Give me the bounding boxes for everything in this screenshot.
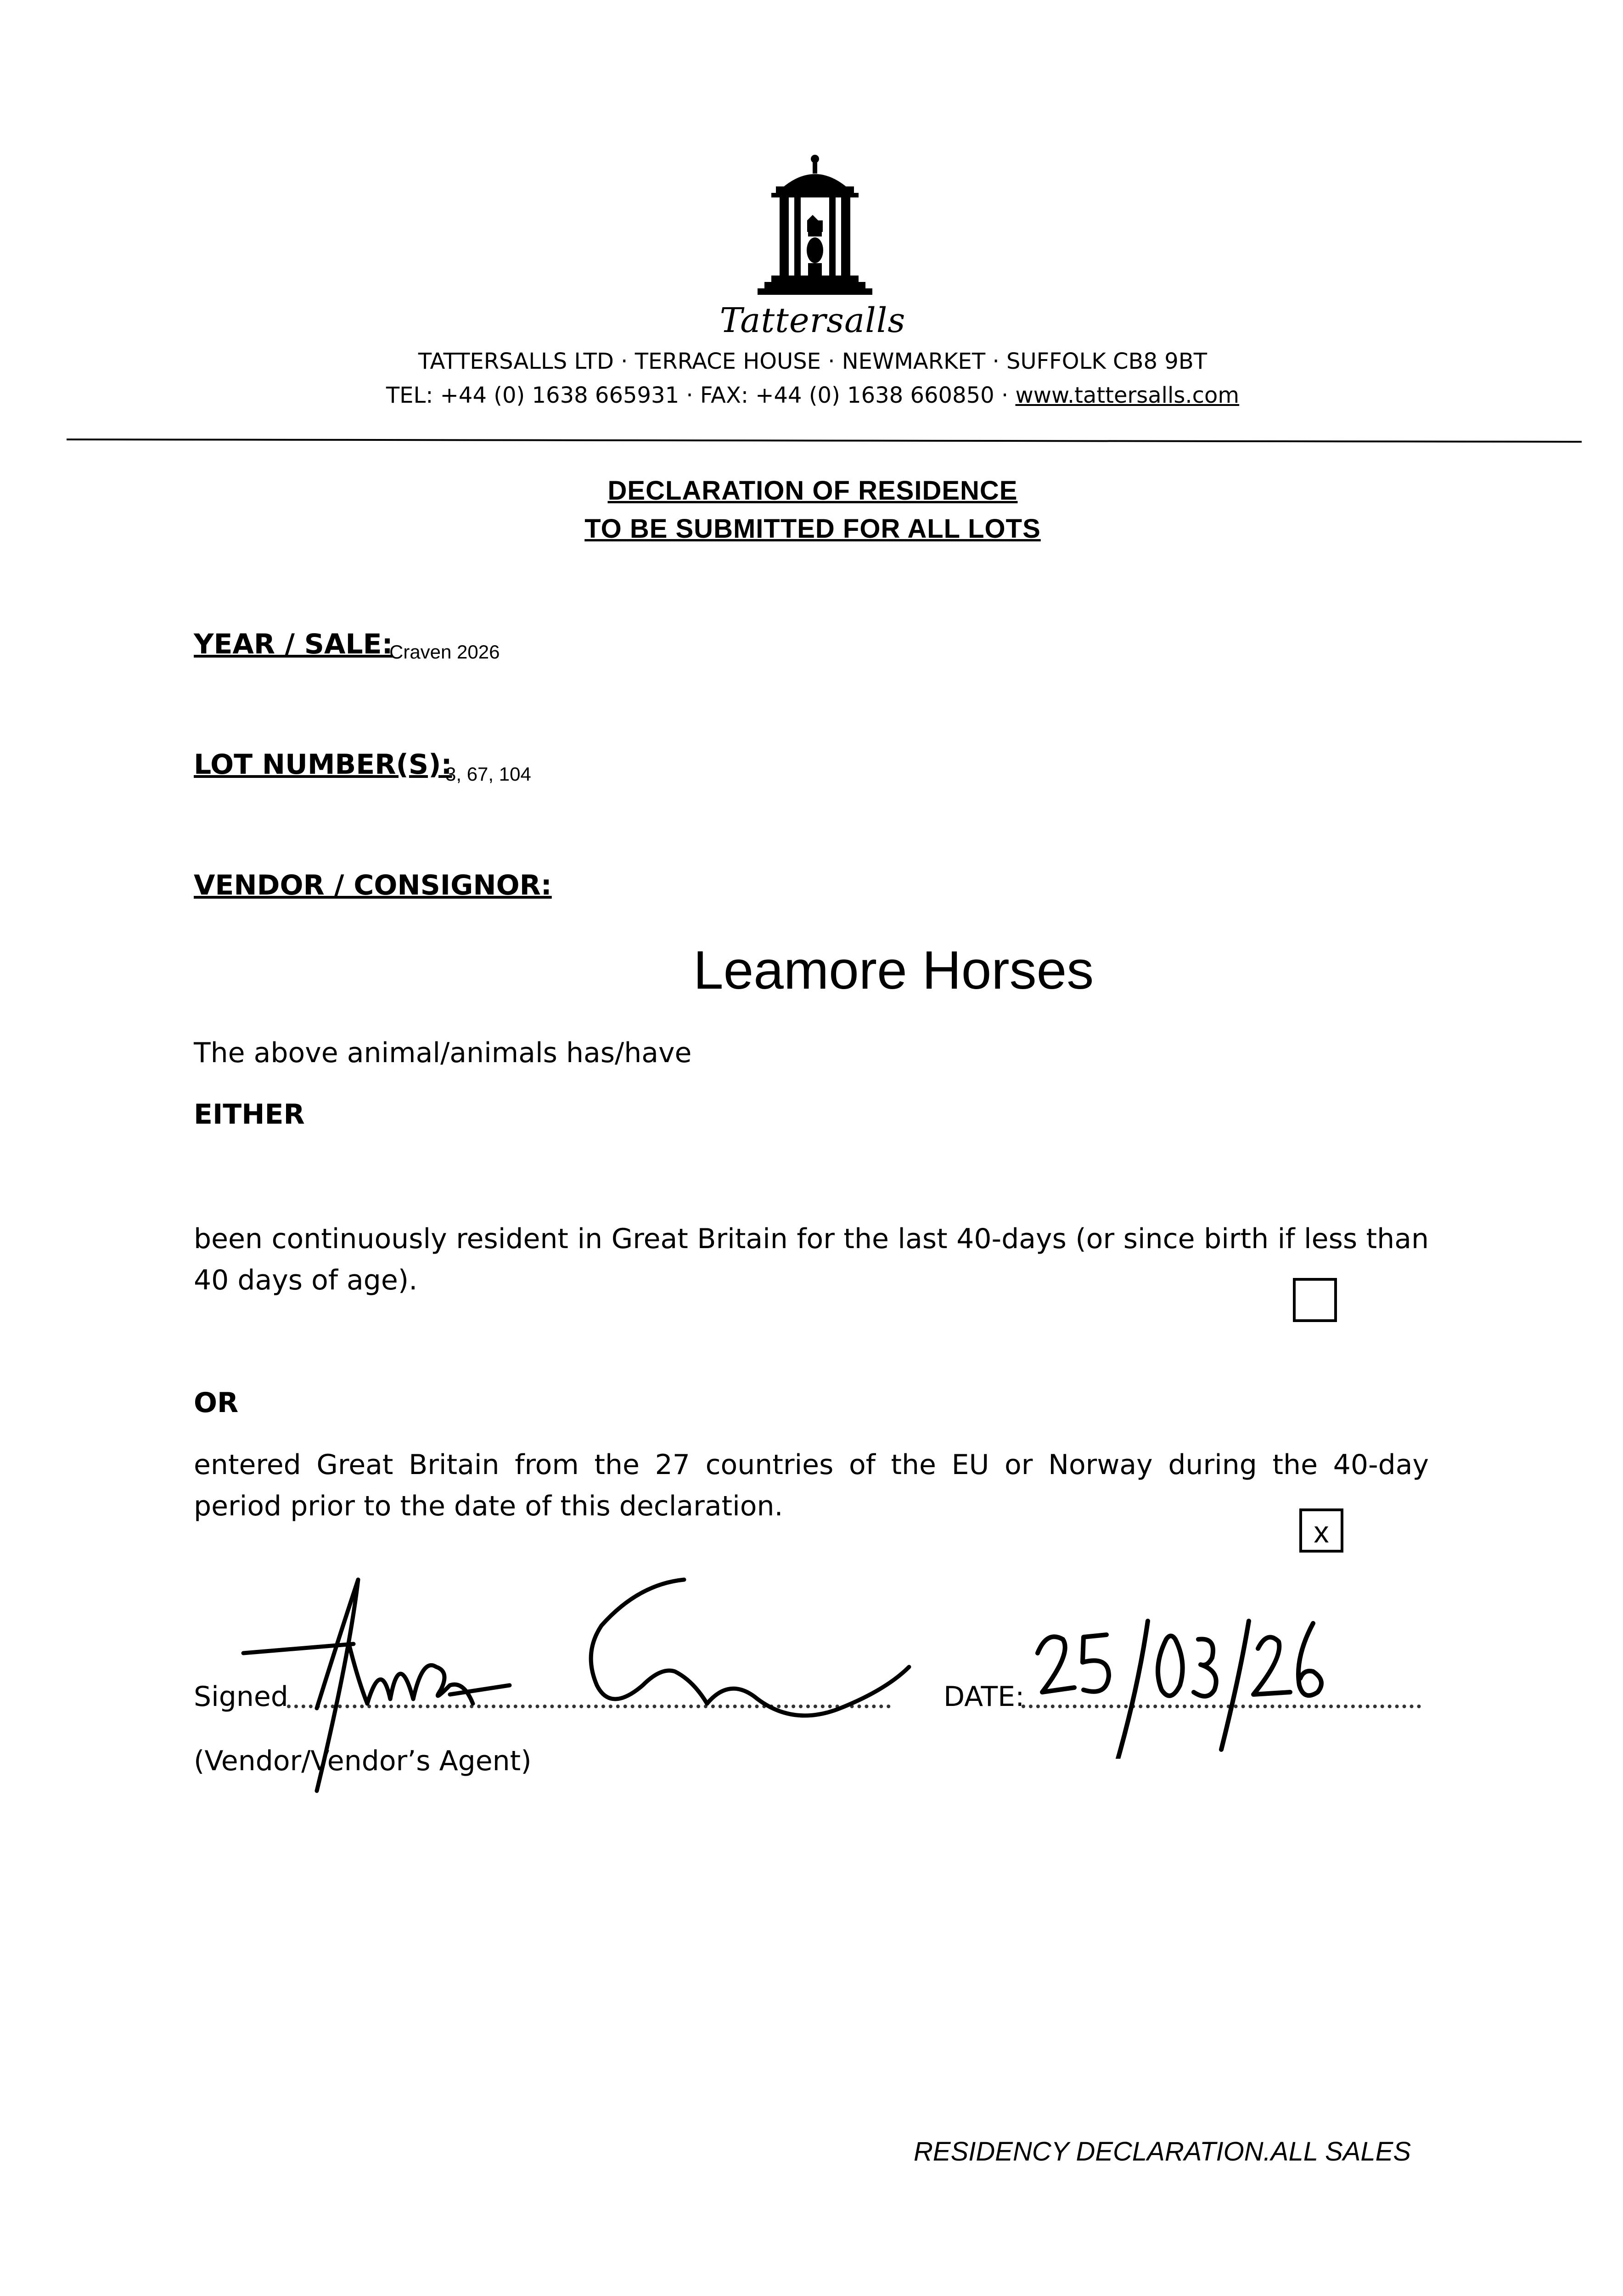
contact-line <box>321 379 1304 411</box>
option-1-text: been continuously resident in Great Britain for the last 40-days (or since birth if less than 40 days of age). <box>194 1223 1429 1296</box>
date-label: DATE: <box>943 1681 1025 1713</box>
or-heading: OR <box>194 1387 239 1419</box>
lot-numbers-label: LOT NUMBER(S): <box>194 748 452 781</box>
year-sale-field[interactable]: Craven 2026 <box>389 641 500 663</box>
handwritten-date <box>1028 1612 1350 1759</box>
contact-phone-fax: TEL: +44 (0) 1638 665931 · FAX: +44 (0) 1638 660850 · <box>386 383 1016 408</box>
option-2-text: entered Great Britain from the 27 countries of the EU or Norway during the 40-day period prior to the date of this declaration. <box>194 1449 1429 1522</box>
document-title: DECLARATION OF RESIDENCE <box>607 476 1018 506</box>
option-1-checkbox[interactable] <box>1293 1278 1337 1322</box>
website-link[interactable]: www.tattersalls.com <box>1015 383 1240 408</box>
either-heading: EITHER <box>194 1098 305 1131</box>
address-line: TATTERSALLS LTD · TERRACE HOUSE · NEWMARKET · SUFFOLK CB8 9BT <box>418 349 1207 374</box>
year-sale-label: YEAR / SALE: <box>194 628 393 660</box>
header-divider <box>67 438 1582 443</box>
brand-name: Tattersalls <box>719 301 906 340</box>
signed-label: Signed <box>194 1681 288 1713</box>
document-subtitle: TO BE SUBMITTED FOR ALL LOTS <box>584 514 1041 544</box>
intro-text: The above animal/animals has/have <box>194 1037 692 1069</box>
signer-role: (Vendor/Vendor’s Agent) <box>194 1745 532 1777</box>
option-2-checkbox[interactable]: x <box>1299 1508 1343 1553</box>
footer-label: RESIDENCY DECLARATION.ALL SALES <box>914 2137 1411 2167</box>
vendor-field[interactable]: Leamore Horses <box>693 940 1094 1001</box>
vendor-label: VENDOR / CONSIGNOR: <box>194 869 552 901</box>
tattersalls-logo <box>739 152 891 308</box>
lot-numbers-field[interactable]: 3, 67, 104 <box>445 763 531 785</box>
